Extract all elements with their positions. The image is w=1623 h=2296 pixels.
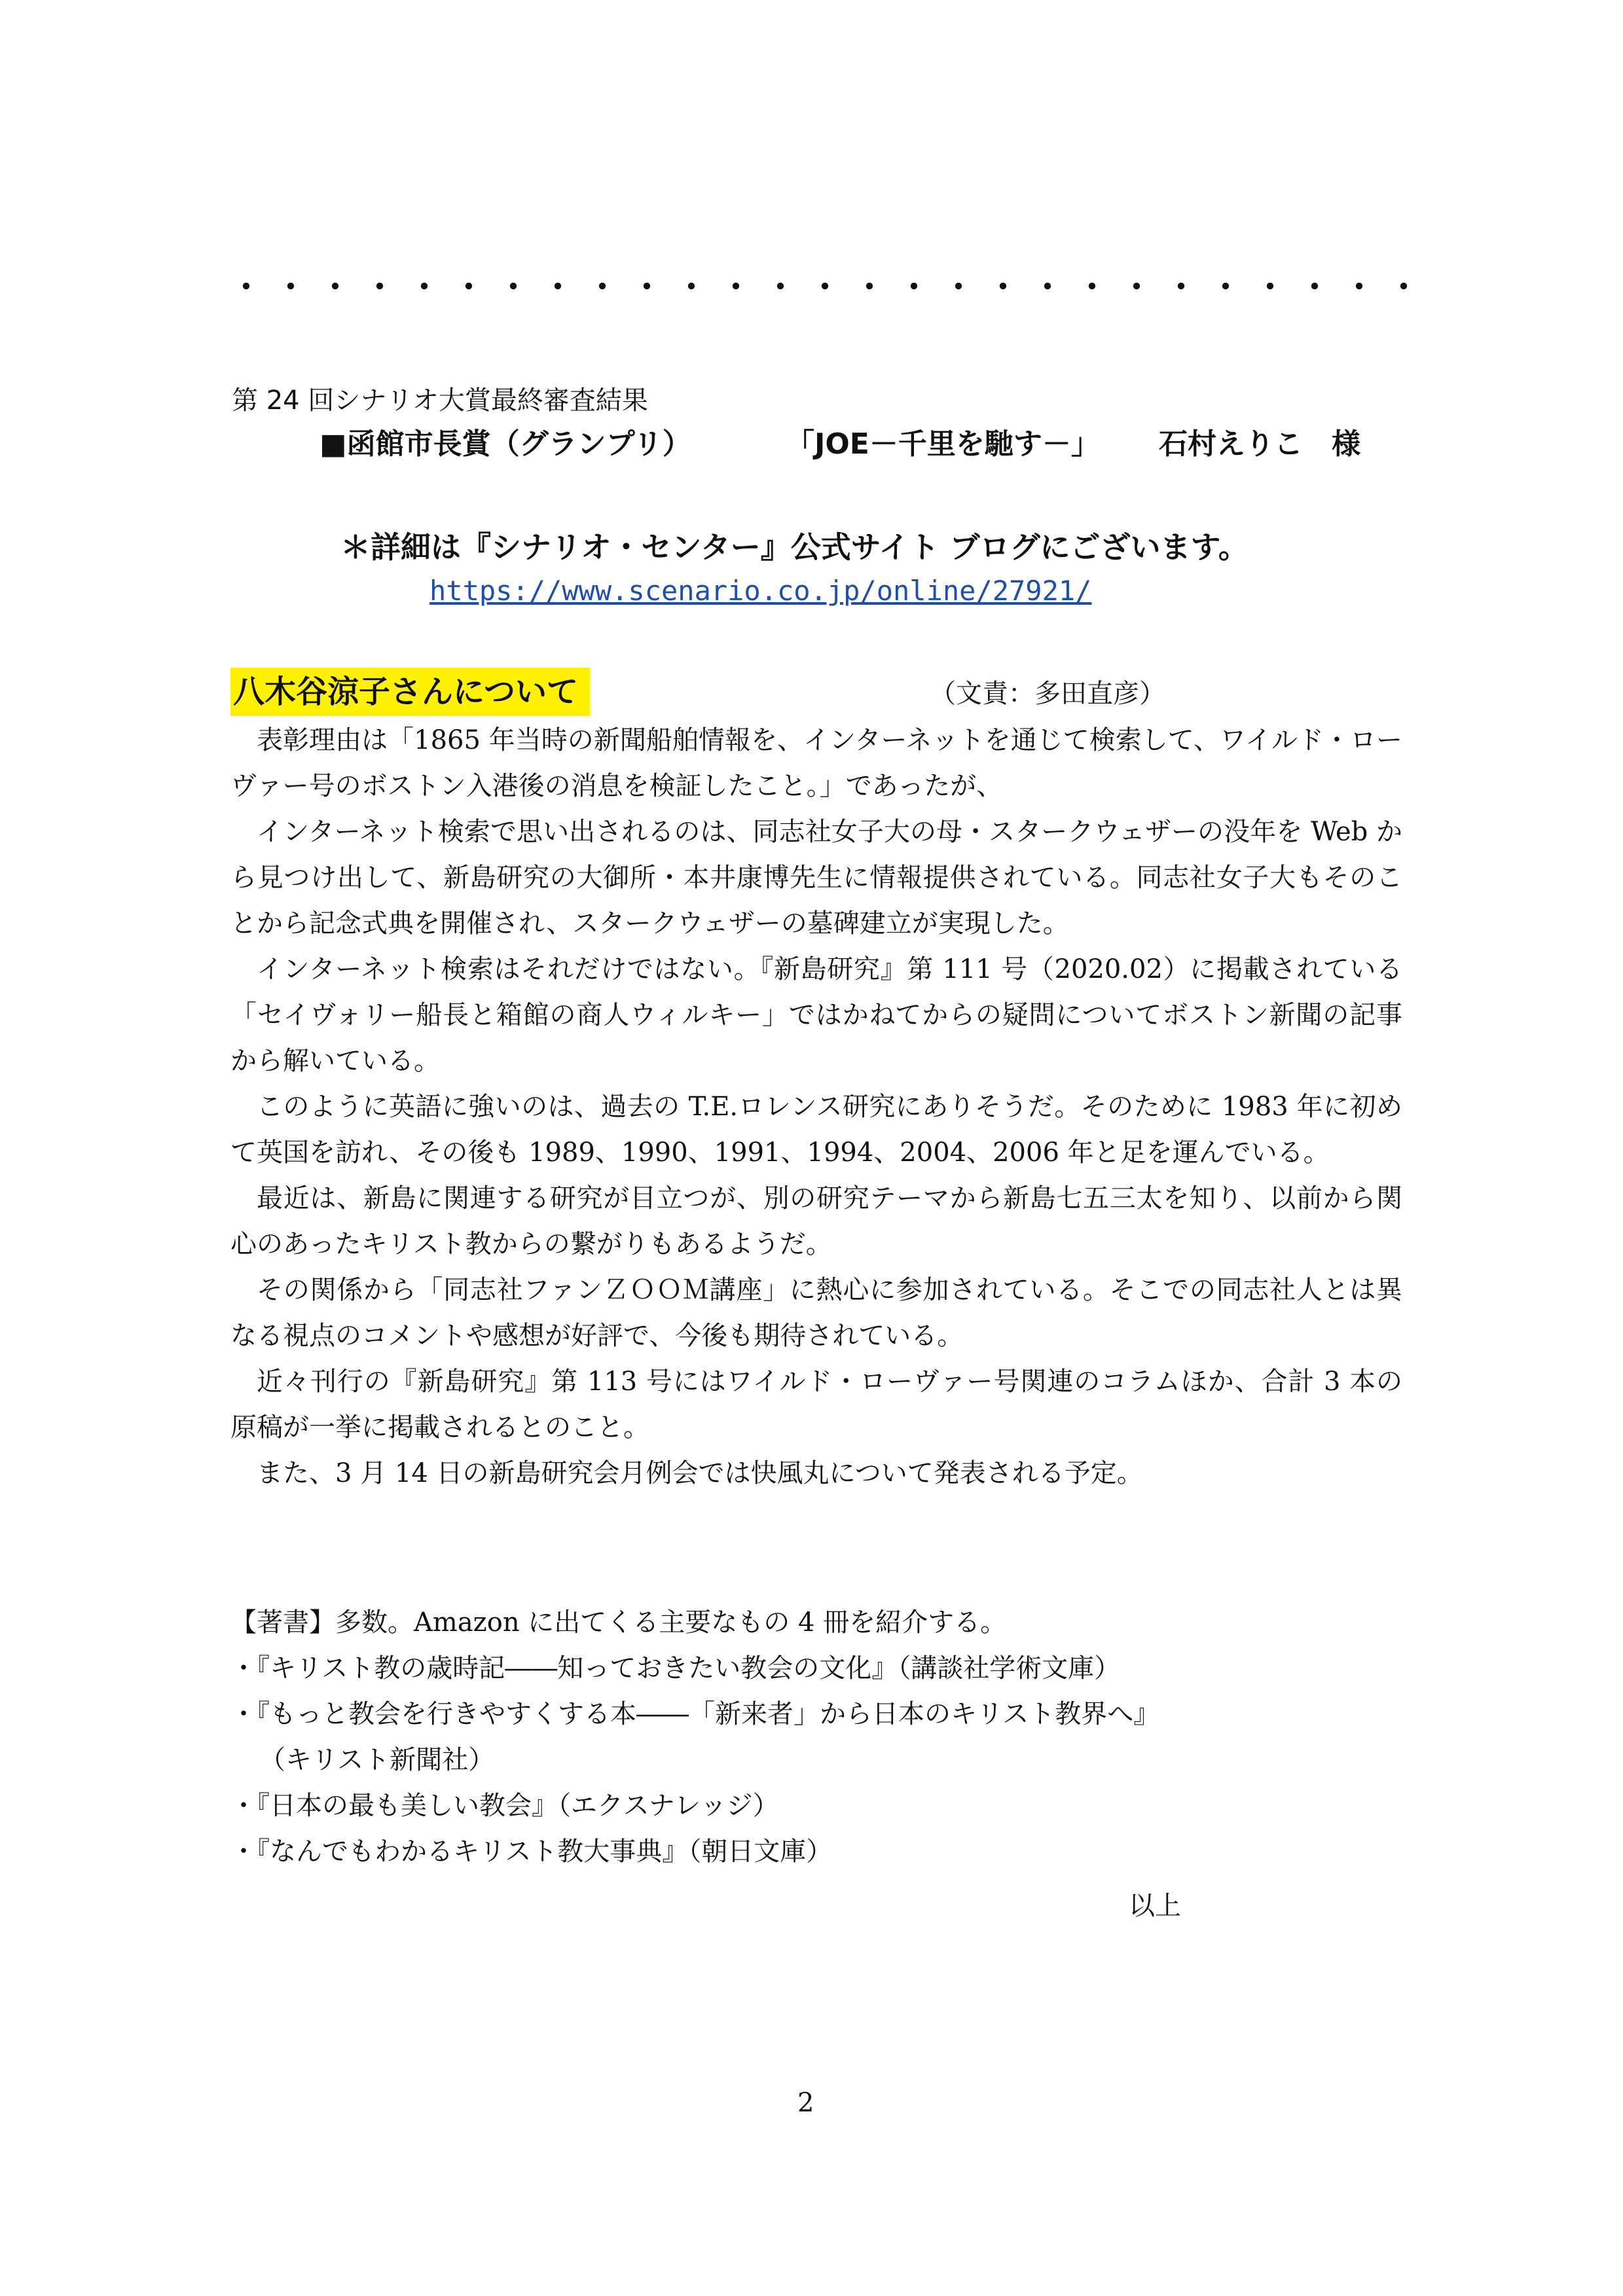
section-title: 八木谷涼子さんについて — [230, 668, 590, 716]
paragraph: インターネット検索はそれだけではない。『新島研究』第 111 号（2020.02）に掲載されている「セイヴォリー船長と箱館の商人ウィルキー」ではかねてからの疑問についてボストン新聞の記事から解いている。 — [230, 954, 1402, 1076]
paragraph: また、3 月 14 日の新島研究会月例会では快風丸について発表される予定。 — [257, 1458, 1143, 1488]
book-item: ・『なんでもわかるキリスト教大事典』（朝日文庫） — [230, 1837, 833, 1867]
paragraph: 最近は、新島に関連する研究が目立つが、別の研究テーマから新島七五三太を知り、以前から関心のあったキリスト教からの繋がりもあるようだ。 — [230, 1183, 1402, 1259]
details-note: ＊詳細は『シナリオ・センター』公式サイト ブログにございます。 — [340, 529, 1249, 565]
details-link[interactable]: https://www.scenario.co.jp/online/27921/ — [429, 575, 1092, 607]
result-heading: 第 24 回シナリオ大賞最終審査結果 — [232, 386, 648, 416]
paragraph: その関係から「同志社ファンＺＯＯＭ講座」に熱心に参加されている。そこでの同志社人とは異なる視点のコメントや感想が好評で、今後も期待されている。 — [230, 1275, 1402, 1351]
books-intro: 【著書】多数。Amazon に出てくる主要なもの 4 冊を紹介する。 — [230, 1607, 1007, 1638]
award-work-title: 「JOE－千里を馳す－」 — [786, 427, 1100, 461]
author-credit: （文責：多田直彦） — [930, 679, 1165, 709]
award-author: 石村えりこ 様 — [1159, 427, 1360, 461]
dotted-separator: ・・・・・・・・・・・・・・・・・・・・・・・・・・・ — [230, 269, 1433, 306]
book-item: ・『キリスト教の歳時記――知っておきたい教会の文化』（講談社学術文庫） — [230, 1653, 1121, 1683]
page-number: 2 — [797, 2088, 814, 2118]
paragraph: インターネット検索で思い出されるのは、同志社女子大の母・スタークウェザーの没年を Web から見つけ出して、新島研究の大御所・本井康博先生に情報提供されている。同志社女子大もそのことから記念式典を開催され、スタークウェザーの墓碑建立が実現した。 — [230, 817, 1402, 939]
paragraph: このように英語に強いのは、過去の T.E.ロレンス研究にありそうだ。そのために 1983 年に初めて英国を訪れ、その後も 1989、1990、1991、1994、2004、2006 年と足を運んでいる。 — [230, 1092, 1402, 1168]
paragraph: 表彰理由は「1865 年当時の新聞船舶情報を、インターネットを通じて検索して、ワイルド・ローヴァー号のボストン入港後の消息を検証したこと。」であったが、 — [230, 725, 1402, 801]
closing-mark: 以上 — [1129, 1891, 1181, 1921]
book-item: ・『日本の最も美しい教会』（エクスナレッジ） — [230, 1791, 779, 1821]
books-list — [230, 1600, 1409, 1874]
paragraph: 近々刊行の『新島研究』第 113 号にはワイルド・ローヴァー号関連のコラムほか、合計 3 本の原稿が一挙に掲載されるとのこと。 — [230, 1367, 1402, 1443]
book-publisher: （キリスト新聞社） — [259, 1745, 495, 1775]
article-body — [230, 717, 1402, 1496]
award-name: ■函館市長賞（グランプリ） — [319, 427, 691, 461]
book-item: ・『もっと教会を行きやすくする本――「新来者」から日本のキリスト教界へ』 — [230, 1699, 1160, 1729]
